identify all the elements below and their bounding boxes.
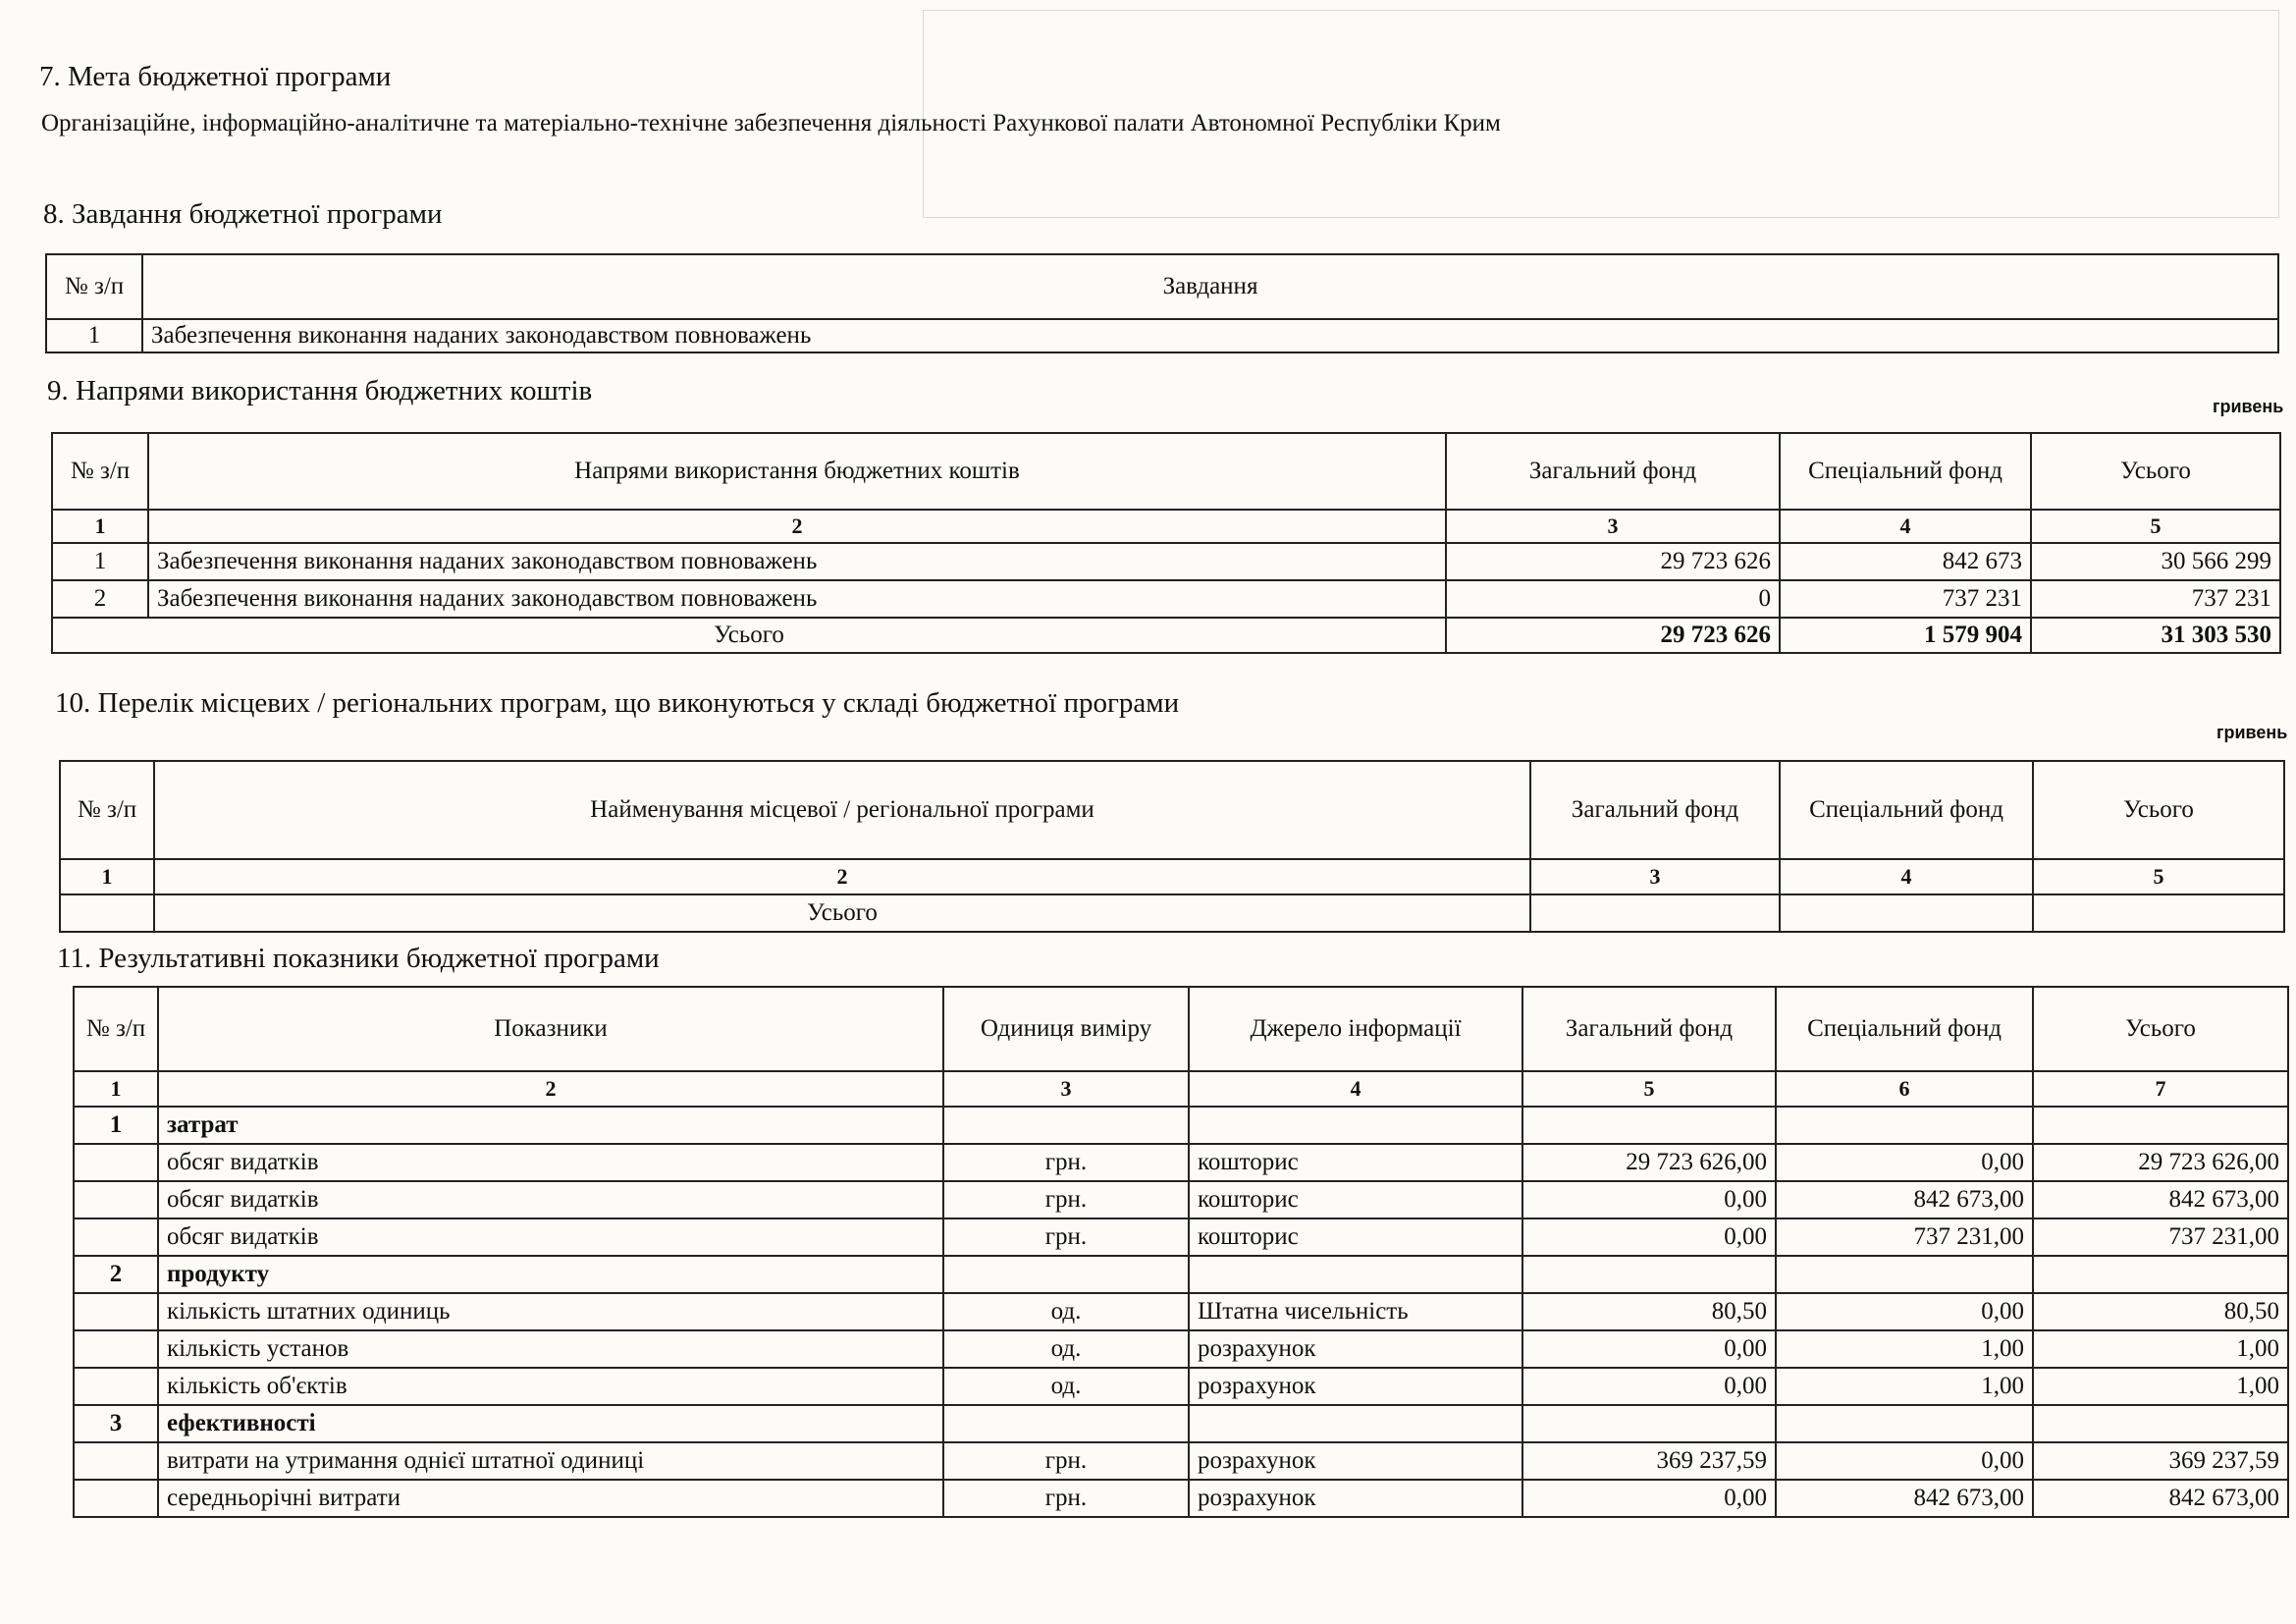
- table-row: [74, 1181, 2288, 1218]
- group-no: 2: [74, 1256, 158, 1293]
- total-label: Усього: [52, 618, 1446, 653]
- tasks-table: [45, 253, 2279, 353]
- col-header-source: Джерело інформації: [1189, 987, 1522, 1071]
- cell-task: Забезпечення виконання наданих законодавством повноважень: [142, 319, 2278, 352]
- table-row: [74, 1218, 2288, 1256]
- cell-unit: грн.: [943, 1181, 1189, 1218]
- cell-special-fund: 1,00: [1776, 1368, 2033, 1405]
- cell-general-fund: 0,00: [1522, 1368, 1776, 1405]
- indicators-table: [73, 986, 2289, 1518]
- table-row: [52, 580, 2280, 618]
- col-header-indicators: Показники: [158, 987, 943, 1071]
- cell-source: розрахунок: [1189, 1330, 1522, 1368]
- cell-special-fund: 0,00: [1776, 1144, 2033, 1181]
- cell-special-fund: 1,00: [1776, 1330, 2033, 1368]
- column-numbers-row: [52, 510, 2280, 543]
- cell-general-fund: 0,00: [1522, 1330, 1776, 1368]
- cell-name: Забезпечення виконання наданих законодавством повноважень: [148, 543, 1446, 580]
- cell-unit: од.: [943, 1293, 1189, 1330]
- cell-no: 2: [52, 580, 148, 618]
- cell-source: кошторис: [1189, 1218, 1522, 1256]
- cell-source: розрахунок: [1189, 1442, 1522, 1480]
- cell-unit: грн.: [943, 1442, 1189, 1480]
- col-number: 3: [943, 1071, 1189, 1107]
- table-header-row: [60, 761, 2284, 859]
- col-number: 4: [1189, 1071, 1522, 1107]
- cell-special-fund: 737 231,00: [1776, 1218, 2033, 1256]
- cell-total: 369 237,59: [2033, 1442, 2288, 1480]
- cell-general-fund: 29 723 626,00: [1522, 1144, 1776, 1181]
- group-no: 1: [74, 1107, 158, 1144]
- cell-source: розрахунок: [1189, 1368, 1522, 1405]
- total-special-fund: 1 579 904: [1780, 618, 2031, 653]
- cell-special-fund: 0,00: [1776, 1442, 2033, 1480]
- cell-total: 842 673,00: [2033, 1480, 2288, 1517]
- cell-special-fund: 842 673,00: [1776, 1480, 2033, 1517]
- col-header-task: Завдання: [142, 254, 2278, 319]
- column-numbers-row: [74, 1071, 2288, 1107]
- col-number: 3: [1446, 510, 1780, 543]
- cell-total: 1,00: [2033, 1368, 2288, 1405]
- col-number: 2: [158, 1071, 943, 1107]
- cell-general-fund: 80,50: [1522, 1293, 1776, 1330]
- cell-unit: грн.: [943, 1480, 1189, 1517]
- col-header-no: № з/п: [52, 433, 148, 510]
- col-number: 2: [148, 510, 1446, 543]
- total-total: 31 303 530: [2031, 618, 2280, 653]
- col-number: 4: [1780, 859, 2033, 894]
- col-header-special-fund: Спеціальний фонд: [1780, 433, 2031, 510]
- cell-general-fund: 0,00: [1522, 1181, 1776, 1218]
- cell-source: Штатна чисельність: [1189, 1293, 1522, 1330]
- section-11-title: 11. Результативні показники бюджетної програми: [57, 943, 660, 974]
- group-name: затрат: [158, 1107, 943, 1144]
- section-9-unit: гривень: [2213, 397, 2284, 416]
- cell-indicator: витрати на утримання однієї штатної одиниці: [158, 1442, 943, 1480]
- cell-special-fund: 842 673,00: [1776, 1181, 2033, 1218]
- group-name: ефективності: [158, 1405, 943, 1442]
- table-row: [74, 1144, 2288, 1181]
- group-name: продукту: [158, 1256, 943, 1293]
- cell-total: 30 566 299: [2031, 543, 2280, 580]
- table-row: [74, 1330, 2288, 1368]
- col-header-special-fund: Спеціальний фонд: [1780, 761, 2033, 859]
- col-number: 1: [52, 510, 148, 543]
- section-7-title: 7. Мета бюджетної програми: [39, 61, 392, 92]
- table-row: [46, 319, 2278, 352]
- col-number: 5: [1522, 1071, 1776, 1107]
- cell-total: 737 231: [2031, 580, 2280, 618]
- cell-source: розрахунок: [1189, 1480, 1522, 1517]
- group-no: 3: [74, 1405, 158, 1442]
- col-header-total: Усього: [2033, 761, 2284, 859]
- cell-indicator: кількість установ: [158, 1330, 943, 1368]
- col-header-no: № з/п: [46, 254, 142, 319]
- section-10-unit: гривень: [2216, 723, 2288, 742]
- column-numbers-row: [60, 859, 2284, 894]
- total-general-fund: [1530, 894, 1780, 932]
- col-header-name: Найменування місцевої / регіональної програми: [154, 761, 1530, 859]
- table-header-row: [52, 433, 2280, 510]
- col-number: 2: [154, 859, 1530, 894]
- cell-unit: грн.: [943, 1218, 1189, 1256]
- cell-indicator: обсяг видатків: [158, 1181, 943, 1218]
- col-number: 7: [2033, 1071, 2288, 1107]
- col-number: 4: [1780, 510, 2031, 543]
- cell-source: кошторис: [1189, 1181, 1522, 1218]
- section-10-title: 10. Перелік місцевих / регіональних програм, що виконуються у складі бюджетної програми: [55, 687, 1180, 719]
- total-row: [52, 618, 2280, 653]
- col-number: 5: [2033, 859, 2284, 894]
- cell-no: [60, 894, 154, 932]
- cell-source: кошторис: [1189, 1144, 1522, 1181]
- col-header-special-fund: Спеціальний фонд: [1776, 987, 2033, 1071]
- group-row: [74, 1405, 2288, 1442]
- cell-special-fund: 737 231: [1780, 580, 2031, 618]
- col-number: 3: [1530, 859, 1780, 894]
- total-general-fund: 29 723 626: [1446, 618, 1780, 653]
- cell-total: 1,00: [2033, 1330, 2288, 1368]
- cell-unit: од.: [943, 1330, 1189, 1368]
- regional-programs-table: [59, 760, 2285, 933]
- cell-no: 1: [52, 543, 148, 580]
- col-number: 6: [1776, 1071, 2033, 1107]
- col-header-no: № з/п: [60, 761, 154, 859]
- cell-total: 80,50: [2033, 1293, 2288, 1330]
- col-header-general-fund: Загальний фонд: [1446, 433, 1780, 510]
- table-header-row: [74, 987, 2288, 1071]
- section-8-title: 8. Завдання бюджетної програми: [43, 198, 443, 230]
- cell-unit: од.: [943, 1368, 1189, 1405]
- cell-indicator: обсяг видатків: [158, 1218, 943, 1256]
- cell-indicator: кількість штатних одиниць: [158, 1293, 943, 1330]
- cell-no: 1: [46, 319, 142, 352]
- cell-special-fund: 0,00: [1776, 1293, 2033, 1330]
- col-header-general-fund: Загальний фонд: [1530, 761, 1780, 859]
- col-header-general-fund: Загальний фонд: [1522, 987, 1776, 1071]
- cell-total: 737 231,00: [2033, 1218, 2288, 1256]
- table-row: [74, 1293, 2288, 1330]
- directions-table: [51, 432, 2281, 654]
- cell-name: Забезпечення виконання наданих законодавством повноважень: [148, 580, 1446, 618]
- table-row: [74, 1442, 2288, 1480]
- col-header-unit: Одиниця виміру: [943, 987, 1189, 1071]
- table-header-row: [46, 254, 2278, 319]
- section-7-text: Організаційне, інформаційно-аналітичне та матеріально-технічне забезпечення діяльності Рахункової палати Автономної Республіки Крим: [41, 110, 1501, 136]
- table-row: [52, 543, 2280, 580]
- cell-indicator: середньорічні витрати: [158, 1480, 943, 1517]
- col-number: 5: [2031, 510, 2280, 543]
- table-row: [74, 1480, 2288, 1517]
- cell-special-fund: 842 673: [1780, 543, 2031, 580]
- col-number: 1: [74, 1071, 158, 1107]
- cell-general-fund: 0,00: [1522, 1218, 1776, 1256]
- total-total: [2033, 894, 2284, 932]
- total-special-fund: [1780, 894, 2033, 932]
- group-row: [74, 1107, 2288, 1144]
- total-label: Усього: [154, 894, 1530, 932]
- col-header-name: Напрями використання бюджетних коштів: [148, 433, 1446, 510]
- cell-general-fund: 0: [1446, 580, 1780, 618]
- group-row: [74, 1256, 2288, 1293]
- cell-total: 842 673,00: [2033, 1181, 2288, 1218]
- section-9-title: 9. Напрями використання бюджетних коштів: [47, 375, 593, 406]
- total-row: [60, 894, 2284, 932]
- col-header-total: Усього: [2033, 987, 2288, 1071]
- col-header-no: № з/п: [74, 987, 158, 1071]
- cell-indicator: обсяг видатків: [158, 1144, 943, 1181]
- cell-general-fund: 29 723 626: [1446, 543, 1780, 580]
- col-header-total: Усього: [2031, 433, 2280, 510]
- col-number: 1: [60, 859, 154, 894]
- cell-indicator: кількість об'єктів: [158, 1368, 943, 1405]
- table-row: [74, 1368, 2288, 1405]
- cell-unit: грн.: [943, 1144, 1189, 1181]
- cell-total: 29 723 626,00: [2033, 1144, 2288, 1181]
- cell-general-fund: 369 237,59: [1522, 1442, 1776, 1480]
- cell-general-fund: 0,00: [1522, 1480, 1776, 1517]
